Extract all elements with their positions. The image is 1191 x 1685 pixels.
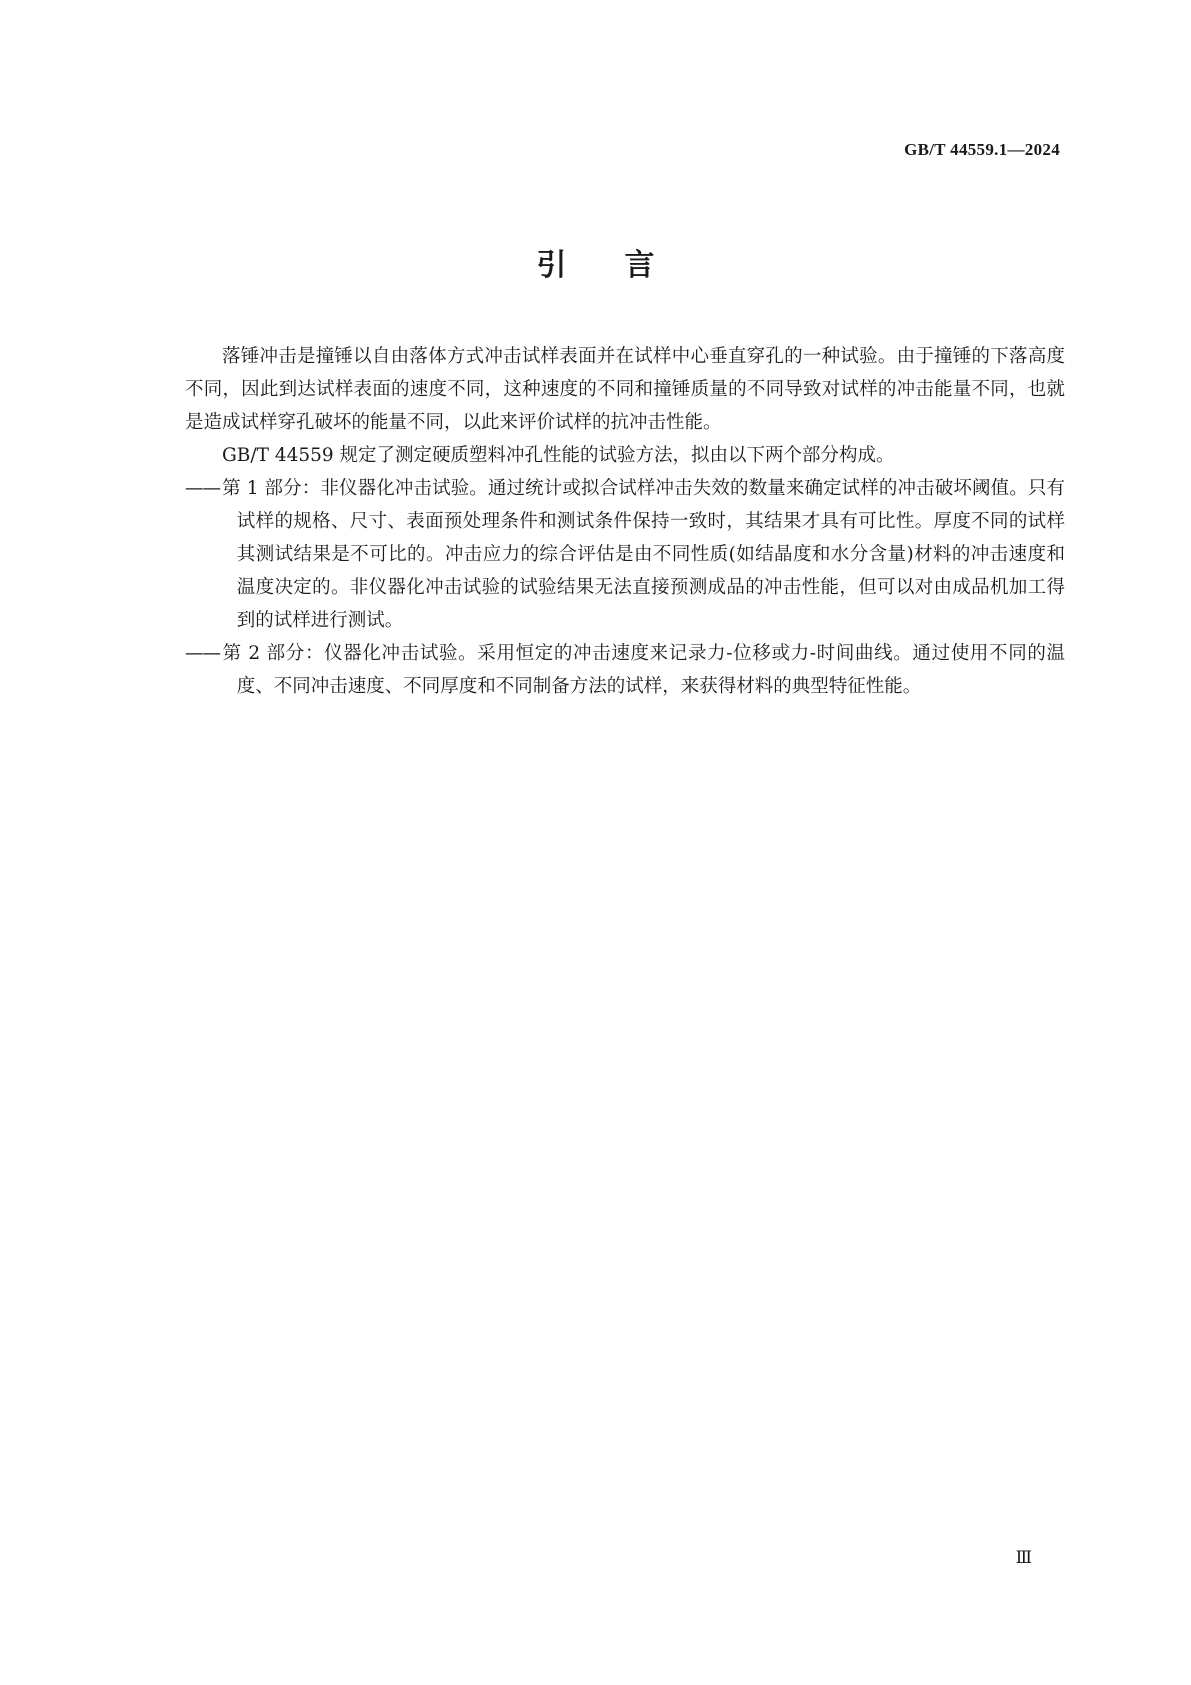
list-item-part-2 — [185, 637, 1065, 703]
dash-marker: —— — [185, 643, 220, 664]
dash-marker: —— — [185, 478, 220, 499]
intro-paragraph: 落锤冲击是撞锤以自由落体方式冲击试样表面并在试样中心垂直穿孔的一种试验。由于撞锤的下落高度不同，因此到达试样表面的速度不同，这种速度的不同和撞锤质量的不同导致对试样的冲击能量不同，也就是造成试样穿孔破坏的能量不同，以此来评价试样的抗冲击性能。 — [185, 346, 1065, 433]
list-item-part-1 — [185, 472, 1065, 637]
document-body — [185, 340, 1065, 703]
page-title: 引言 — [536, 248, 713, 283]
list-item-text: 第 2 部分：仪器化冲击试验。采用恒定的冲击速度来记录力-位移或力-时间曲线。通过使用不同的温度、不同冲击速度、不同厚度和不同制备方法的试样，来获得材料的典型特征性能。 — [222, 643, 1065, 697]
scope-paragraph: GB/T 44559 规定了测定硬质塑料冲孔性能的试验方法，拟由以下两个部分构成。 — [222, 445, 895, 466]
page-number: Ⅲ — [1015, 1548, 1032, 1567]
list-item-text: 第 1 部分：非仪器化冲击试验。通过统计或拟合试样冲击失效的数量来确定试样的冲击破坏阈值。只有试样的规格、尺寸、表面预处理条件和测试条件保持一致时，其结果才具有可比性。厚度不同的试样其测试结果是不可比的。冲击应力的综合评估是由不同性质(如结晶度和水分含量)材料的冲击速度和温度决定的。非仪器化冲击试验的试验结果无法直接预测成品的冲击性能，但可以对由成品机加工得到的试样进行测试。 — [222, 478, 1065, 631]
standard-code: GB/T 44559.1—2024 — [904, 140, 1060, 159]
